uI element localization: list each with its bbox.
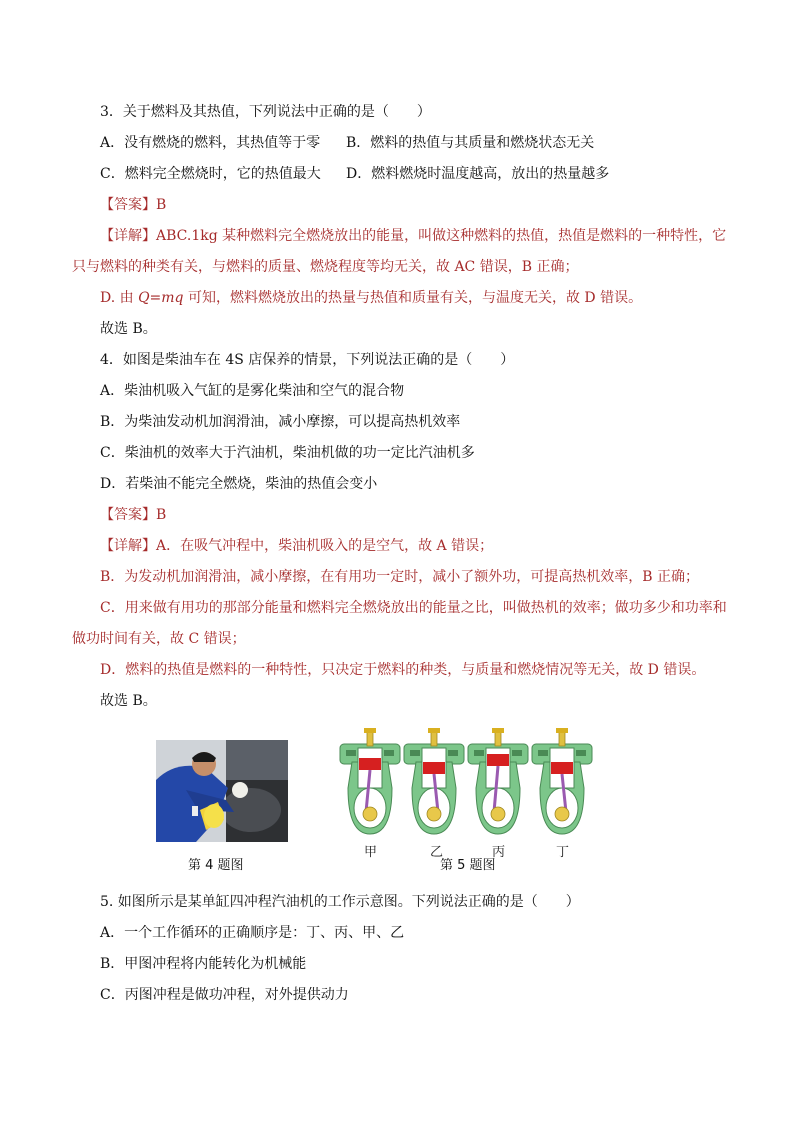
q3-detail-text1: ABC.1kg 某种燃料完全燃烧放出的能量，叫做这种燃料的热值，热值是燃料的一种特性，它 (156, 228, 727, 244)
q4-detail-text1: A．在吸气冲程中，柴油机吸入的是空气，故 A 错误； (156, 538, 494, 554)
q4-detail-tag: 【详解】 (100, 538, 156, 554)
four-stroke-engine-diagram (336, 728, 602, 840)
figure5-caption: 第 5 题图 (440, 858, 496, 873)
q4-detail-line2: B．为发动机加润滑油，减小摩擦，在有用功一定时，减小了额外功，可提高热机效率，B 正确； (100, 569, 700, 585)
intake-valve (346, 750, 356, 756)
q4-option-d: D．若柴油不能完全燃烧，柴油的热值会变小 (100, 476, 378, 492)
crankshaft (491, 807, 505, 821)
q3-option-d: D．燃料燃烧时温度越高，放出的热量越多 (346, 166, 610, 182)
exhaust-valve (384, 750, 394, 756)
q4-stem: 4．如图是柴油车在 4S 店保养的情景，下列说法正确的是（ ） (100, 352, 515, 368)
cylinder-label-jia: 甲 (364, 845, 378, 860)
crankshaft (363, 807, 377, 821)
q5-option-a: A．一个工作循环的正确顺序是：丁、丙、甲、乙 (100, 925, 405, 941)
exhaust-valve (512, 750, 522, 756)
q4-conclusion: 故选 B。 (100, 693, 157, 709)
q3-stem: 3．关于燃料及其热值，下列说法中正确的是（ ） (100, 104, 431, 120)
spark-plug-cap (428, 728, 440, 733)
q3-answer: 【答案】B (100, 197, 167, 213)
q4-answer: 【答案】B (100, 507, 167, 523)
engine-cylinder-2 (404, 728, 464, 834)
q4-detail-line3: C．用来做有用功的那部分能量和燃料完全燃烧放出的能量之比，叫做热机的效率；做功多少和功率和 (100, 600, 727, 616)
cylinder-label-yi: 乙 (430, 845, 444, 860)
engine-cylinder-3 (468, 728, 528, 834)
spark-plug (495, 732, 501, 746)
q3-detail-line2: 只与燃料的种类有关，与燃料的质量、燃烧程度等均无关，故 AC 错误，B 正确； (72, 259, 579, 275)
crankshaft (555, 807, 569, 821)
cylinder-label-bing: 丙 (492, 845, 506, 860)
q5-stem: 5. 如图所示是某单缸四冲程汽油机的工作示意图。下列说法正确的是（ ） (100, 894, 580, 910)
intake-valve (538, 750, 548, 756)
spark-plug-cap (492, 728, 504, 733)
spark-plug (431, 732, 437, 746)
q3-detail3-formula: Q=mq (138, 290, 184, 306)
crankshaft (427, 807, 441, 821)
q5-option-c: C．丙图冲程是做功冲程，对外提供动力 (100, 987, 349, 1003)
q3-detail-tag: 【详解】 (100, 228, 156, 244)
q4-detail-line1 (100, 536, 493, 556)
q3-option-b: B．燃料的热值与其质量和燃烧状态无关 (346, 135, 595, 151)
q3-detail-line1 (100, 226, 726, 246)
intake-valve (410, 750, 420, 756)
q3-option-a: A．没有燃烧的燃料，其热值等于零 (100, 135, 321, 151)
q3-conclusion: 故选 B。 (100, 321, 157, 337)
q3-detail3-pre: D. 由 (100, 290, 139, 306)
piston (359, 758, 381, 770)
engine-diagram-svg (336, 728, 602, 840)
spark-plug-cap (556, 728, 568, 733)
q4-detail-line5: D．燃料的热值是燃料的一种特性，只决定于燃料的种类，与质量和燃烧情况等无关，故 D 错误。 (100, 662, 706, 678)
spark-plug (559, 732, 565, 746)
engine-cylinder-4 (532, 728, 592, 834)
piston (487, 754, 509, 766)
piston (423, 762, 445, 774)
q3-option-c: C．燃料完全燃烧时，它的热值最大 (100, 166, 321, 182)
spark-plug-cap (364, 728, 376, 733)
q4-option-a: A．柴油机吸入气缸的是雾化柴油和空气的混合物 (100, 383, 405, 399)
intake-valve (474, 750, 484, 756)
q3-detail3-post: 可知，燃料燃烧放出的热量与热值和质量有关，与温度无关，故 D 错误。 (183, 290, 643, 306)
q4-option-b: B．为柴油发动机加润滑油，减小摩擦，可以提高热机效率 (100, 414, 461, 430)
q4-detail-line4: 做功时间有关，故 C 错误； (72, 631, 246, 647)
q4-option-c: C．柴油机的效率大于汽油机，柴油机做的功一定比汽油机多 (100, 445, 475, 461)
mechanic-photo-image (156, 740, 288, 842)
mechanic-photo (156, 740, 288, 842)
engine-cylinder-1 (340, 728, 400, 834)
exhaust-valve (448, 750, 458, 756)
q3-detail-line3 (100, 288, 642, 308)
spark-plug (367, 732, 373, 746)
figure4-caption: 第 4 题图 (188, 858, 244, 873)
cylinder-label-ding: 丁 (556, 845, 570, 860)
piston (551, 762, 573, 774)
q5-option-b: B．甲图冲程将内能转化为机械能 (100, 956, 307, 972)
exhaust-valve (576, 750, 586, 756)
